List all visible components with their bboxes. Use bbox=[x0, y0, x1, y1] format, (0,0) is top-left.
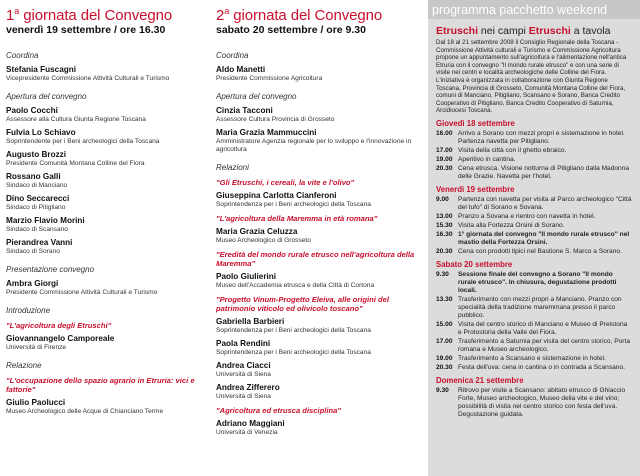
day-1-date: venerdì 19 settembre / ore 16.30 bbox=[6, 24, 166, 36]
day-2-sections bbox=[216, 51, 428, 437]
program-day-label: Venerdì 19 settembre bbox=[436, 184, 515, 194]
speaker-role: Sindaco di Manciano bbox=[6, 182, 68, 189]
speaker-name: Paolo Giulierini bbox=[216, 272, 277, 281]
section-heading: Coordina bbox=[216, 51, 249, 60]
event-time: 13.00 bbox=[436, 212, 453, 220]
section-heading: Relazioni bbox=[216, 163, 249, 172]
program-event bbox=[436, 355, 632, 363]
speaker-name: Rossano Galli bbox=[6, 172, 61, 181]
speaker-role: Sindaco di Pitigliano bbox=[6, 204, 66, 211]
program-day-label: Domenica 21 settembre bbox=[436, 375, 524, 385]
speaker-role: Sindaco di Scansano bbox=[6, 226, 68, 233]
event-time: 15.30 bbox=[436, 221, 453, 229]
speaker-name: Cinzia Tacconi bbox=[216, 106, 273, 115]
event-text: Visita del centro storico di Manciano e Museo di Preistoria e Protostoria della Valle del Fiora. bbox=[458, 320, 628, 336]
speaker-name: Stefania Fuscagni bbox=[6, 65, 77, 74]
speaker-name: Augusto Brozzi bbox=[6, 150, 67, 159]
program-event bbox=[436, 130, 632, 146]
event-time: 20.30 bbox=[436, 164, 453, 172]
speaker-name: Marzio Flavio Morini bbox=[6, 216, 85, 225]
program-day-label: Giovedì 18 settembre bbox=[436, 118, 515, 128]
speaker-role: Università di Venezia bbox=[216, 429, 278, 436]
day-2-date: sabato 20 settembre / ore 9.30 bbox=[216, 24, 366, 36]
event-text: Ritrovo per visite a Scansano: abitato etrusco di Ghiaccio Forte, Museo archeologico, Museo della vite e del vino; possibilità di visita nel centro storico con festa dell'uva. Degustazione guidata. bbox=[458, 386, 626, 418]
day-1-column bbox=[6, 0, 214, 416]
event-time: 17.00 bbox=[436, 146, 453, 154]
speaker-name: Paola Rendini bbox=[216, 339, 271, 348]
day-2-title: 2$^a$ giornata del Convegno bbox=[216, 6, 383, 24]
speaker-name: Aldo Manetti bbox=[216, 65, 266, 74]
event-text: Arrivo a Sorano con mezzi propri e sistemazione in hotel. Partenza navetta per Pitigliano. bbox=[458, 129, 625, 145]
talk-title: "L'agricoltura della Maremma in età romana" bbox=[216, 214, 378, 223]
speaker-role: Presidente Comunità Montana Colline del Fiora bbox=[6, 160, 145, 167]
speaker-role: Museo Archeologico delle Acque di Chianciano Terme bbox=[6, 408, 164, 415]
event-time: 19.00 bbox=[436, 155, 453, 163]
event-time: 9.30 bbox=[436, 386, 449, 394]
event-time: 9.30 bbox=[436, 270, 449, 278]
event-text: Sessione finale del convegno a Sorano "Il mondo rurale etrusco". In chiusura, degustazione prodotti locali. bbox=[458, 270, 617, 294]
program-event bbox=[436, 296, 632, 320]
speaker-role: Università di Siena bbox=[216, 371, 271, 378]
event-text: Cena con prodotti tipici nel Bastione S. Marco a Sorano. bbox=[458, 247, 622, 255]
program-event bbox=[436, 248, 632, 256]
event-time: 16.30 bbox=[436, 230, 453, 238]
speaker-name: Gabriella Barbieri bbox=[216, 317, 285, 326]
event-text: Trasferimento a Saturnia per visita del centro storico, Porta romana e Museo archeologico. bbox=[458, 337, 631, 353]
event-text: Visita della città con il ghetto ebraico. bbox=[458, 146, 567, 154]
speaker-name: Ambra Giorgi bbox=[6, 279, 59, 288]
speaker-name: Giuseppina Carlotta Cianferoni bbox=[216, 191, 337, 200]
program-event bbox=[436, 222, 632, 230]
event-text: Aperitivo in cantina. bbox=[458, 155, 516, 163]
speaker-name: Maria Grazia Celuzza bbox=[216, 227, 298, 236]
speaker-role: Università di Siena bbox=[216, 393, 271, 400]
section-heading: Apertura del convegno bbox=[216, 92, 297, 101]
section-heading: Relazione bbox=[6, 361, 42, 370]
section-heading: Introduzione bbox=[6, 306, 51, 315]
program-event bbox=[436, 387, 632, 419]
talk-title: "L'occupazione dello spazio agrario in Etruria: vici e fattorie" bbox=[6, 376, 195, 394]
speaker-name: Andrea Zifferero bbox=[216, 383, 280, 392]
speaker-role: Amministratore Agenzia regionale per lo sviluppo e l'innovazione in agricoltura bbox=[216, 138, 412, 153]
event-time: 17.00 bbox=[436, 337, 453, 345]
event-text: Visita alla Fortezza Orsini di Sorano. bbox=[458, 221, 565, 229]
speaker-name: Dino Seccarecci bbox=[6, 194, 70, 203]
speaker-name: Fulvia Lo Schiavo bbox=[6, 128, 76, 137]
event-text: 1° giornata del convegno "Il mondo rurale etrusco" nel mastio della Fortezza Orsini. bbox=[458, 230, 630, 246]
event-time: 13.30 bbox=[436, 295, 453, 303]
program-event bbox=[436, 147, 632, 155]
day-2-column bbox=[216, 0, 428, 437]
talk-title: "L'agricoltura degli Etruschi" bbox=[6, 321, 112, 330]
section-heading: Coordina bbox=[6, 51, 39, 60]
event-text: Pranzo a Sovana e rientro con navetta in hotel. bbox=[458, 212, 596, 220]
program-intro: Dal 18 al 21 settembre 2008 il Consiglio Regionale della Toscana - Commissione Attività culturali e Turismo e Commissione Agricoltura propone un appuntamento sull'agricoltura e l'alimentazione nell'antica Etruria con il convegno "Il mondo rurale etrusco" e con una serie di visite nei centri e località archeologiche delle Colline del Fiora. L'iniziativa è organizzata in collaborazione con Giunta Regione Toscana, Provincia di Grosseto, Comunità Montana Colline del Fiora, comuni di Manciano, Pitigliano, Scansano e Sorano, Banca Credito Cooperativo di Pitigliano, Banca Credito Cooperativo di Saturnia, Arcidiocesi Toscana. bbox=[436, 39, 627, 115]
event-time: 9.00 bbox=[436, 195, 449, 203]
speaker-role: Soprintendenza per i Beni archeologici della Toscana bbox=[216, 201, 371, 208]
event-time: 20.30 bbox=[436, 247, 453, 255]
program-day-label: Sabato 20 settembre bbox=[436, 259, 513, 269]
program-event bbox=[436, 156, 632, 164]
speaker-name: Pierandrea Vanni bbox=[6, 238, 73, 247]
weekend-program-panel bbox=[428, 0, 640, 476]
speaker-role: Assessore Cultura Provincia di Grosseto bbox=[216, 116, 335, 123]
speaker-name: Paolo Cocchi bbox=[6, 106, 58, 115]
program-title: programma pacchetto weekend bbox=[428, 0, 640, 19]
event-text: Festa dell'uva: cena in cantina o in contrada a Scansano. bbox=[458, 363, 625, 371]
speaker-role: Presidente Commissione Attività Culturali e Turismo bbox=[6, 289, 158, 296]
day-1-sections bbox=[6, 51, 214, 416]
event-time: 16.00 bbox=[436, 129, 453, 137]
speaker-role: Assessore alla Cultura Giunta Regione Toscana bbox=[6, 116, 146, 123]
speaker-role: Università di Firenze bbox=[6, 344, 67, 351]
program-event bbox=[436, 165, 632, 181]
program-event bbox=[436, 338, 632, 354]
program-event bbox=[436, 213, 632, 221]
program-event bbox=[436, 364, 632, 372]
speaker-role: Museo Archeologico di Grosseto bbox=[216, 237, 311, 244]
speaker-name: Giovannangelo Camporeale bbox=[6, 334, 115, 343]
speaker-name: Giulio Paolucci bbox=[6, 398, 66, 407]
program-days bbox=[436, 119, 632, 419]
talk-title: "Eredità del mondo rurale etrusco nell'agricoltura della Maremma" bbox=[216, 250, 415, 268]
speaker-role: Presidente Commissione Agricoltura bbox=[216, 75, 323, 82]
speaker-name: Adriano Maggiani bbox=[216, 419, 285, 428]
program-event bbox=[436, 271, 632, 295]
speaker-role: Soprintendente per i Beni archeologici della Toscana bbox=[6, 138, 160, 145]
event-time: 20.30 bbox=[436, 363, 453, 371]
event-text: Cena etrusca. Visione notturna di Pitigliano dalla Madonna delle Grazie. Navetta per l'hotel. bbox=[458, 164, 630, 180]
program-event bbox=[436, 196, 632, 212]
event-time: 15.00 bbox=[436, 320, 453, 328]
program-event bbox=[436, 321, 632, 337]
speaker-role: Vicepresidente Commissione Attività Culturali e Turismo bbox=[6, 75, 170, 82]
speaker-role: Sindaco di Sorano bbox=[6, 248, 60, 255]
speaker-name: Maria Grazia Mammuccini bbox=[216, 128, 317, 137]
talk-title: "Gli Etruschi, i cereali, la vite e l'olivo" bbox=[216, 178, 355, 187]
speaker-role: Soprintendenza per i Beni archeologici della Toscana bbox=[216, 327, 371, 334]
section-heading: Apertura del convegno bbox=[6, 92, 87, 101]
program-event bbox=[436, 231, 632, 247]
talk-title: "Progetto Vinum-Progetto Eleiva, alle origini del patrimonio viticolo ed olivicolo toscano" bbox=[216, 295, 389, 313]
event-text: Partenza con navetta per visita al Parco archeologico "Città del tufo" di Sorano e Sovana. bbox=[458, 195, 632, 211]
event-text: Trasferimento a Scansano e sistemazione in hotel. bbox=[458, 354, 606, 362]
day-1-title: 1$^a$ giornata del Convegno bbox=[6, 6, 173, 24]
event-text: Trasferimento con mezzi propri a Manciano. Pranzo con specialità della tradizione maremmana presso il parco pubblico. bbox=[458, 295, 622, 319]
speaker-role: Soprintendenza per i Beni archeologici della Toscana bbox=[216, 349, 371, 356]
event-time: 19.00 bbox=[436, 354, 453, 362]
program-headline: Etruschi nei campi Etruschi a tavola bbox=[436, 25, 611, 37]
speaker-role: Museo dell'Accademia etrusca e della Città di Cortona bbox=[216, 282, 375, 289]
talk-title: "Agricoltura ed etrusca disciplina" bbox=[216, 406, 341, 415]
speaker-name: Andrea Ciacci bbox=[216, 361, 271, 370]
section-heading: Presentazione convegno bbox=[6, 265, 95, 274]
